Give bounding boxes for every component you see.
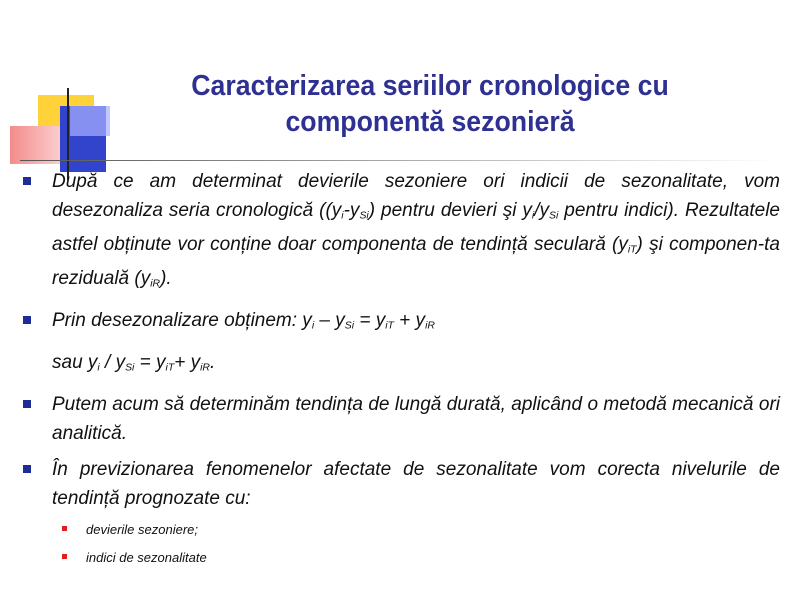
bullet-square-icon — [23, 177, 31, 185]
text: sau y — [52, 351, 98, 373]
bullet-square-icon — [23, 465, 31, 473]
text: / y — [99, 351, 126, 373]
bullet-item-2 — [20, 307, 780, 341]
text: + y — [393, 309, 426, 331]
sub-list — [20, 521, 780, 567]
subscript: i — [97, 362, 100, 374]
decor-vertical-line — [67, 88, 69, 180]
bullet-square-icon — [23, 400, 31, 408]
bullet-item-4 — [20, 456, 780, 513]
text: În previzionarea fenomenelor afectate de sezonalitate vom corecta nivelurile de tendință prognozate cu: — [52, 459, 780, 509]
text: = y — [134, 351, 166, 373]
subscript: iR — [150, 278, 161, 290]
subscript: iT — [165, 362, 175, 374]
text: indici de sezonalitate — [86, 550, 207, 566]
text: ). — [160, 267, 172, 289]
subscript: iR — [425, 320, 435, 332]
decor-pink-square — [10, 126, 62, 164]
text: ) pentru devieri şi y — [368, 199, 532, 221]
title-line-1: Caracterizarea seriilor cronologice cu — [191, 70, 669, 102]
text: = y — [354, 309, 386, 331]
subscript: iR — [200, 362, 210, 374]
bullet-item-1 — [20, 168, 780, 299]
title-underline — [20, 160, 780, 161]
text: + y — [174, 351, 201, 373]
text: . — [209, 351, 216, 373]
subscript: Si — [359, 210, 369, 222]
subscript: i — [311, 320, 315, 332]
sub-item-1 — [86, 521, 780, 539]
text: ) şi componen-ta reziduală (y — [52, 233, 780, 289]
text: – y — [314, 309, 345, 331]
text: După ce am determinat devierile sezoniere ori indicii de sezonalitate, vom desezonaliza seria cronologică ((y — [52, 171, 780, 221]
text: Putem acum să determinăm tendința de lungă durată, aplicând o metodă mecanică ori analitică. — [52, 394, 780, 444]
decor-lightblue-square — [70, 106, 110, 136]
subscript: Si — [125, 362, 135, 374]
subscript: Si — [549, 210, 559, 222]
red-square-bullet-icon — [62, 526, 67, 531]
bullet-item-3 — [20, 391, 780, 448]
slide-title — [154, 68, 706, 140]
bullet-square-icon — [23, 316, 31, 324]
text: -y — [343, 199, 360, 221]
slide-body — [20, 168, 780, 577]
subscript: iT — [627, 244, 637, 256]
subscript: Si — [344, 320, 355, 332]
title-line-2: componentă sezonieră — [285, 106, 575, 138]
text: devierile sezoniere; — [86, 522, 199, 538]
red-square-bullet-icon — [62, 554, 67, 559]
subscript: i — [531, 210, 535, 222]
text: Prin desezonalizare obținem: y — [52, 309, 312, 331]
subscript: iT — [385, 320, 394, 332]
formula-line — [20, 349, 780, 383]
text: /y — [534, 199, 550, 221]
text: pentru indici). Rezultatele astfel obținute vor conține doar componenta de tendință seculară (y — [52, 199, 780, 255]
sub-item-2 — [86, 549, 780, 567]
subscript: i — [341, 210, 344, 222]
